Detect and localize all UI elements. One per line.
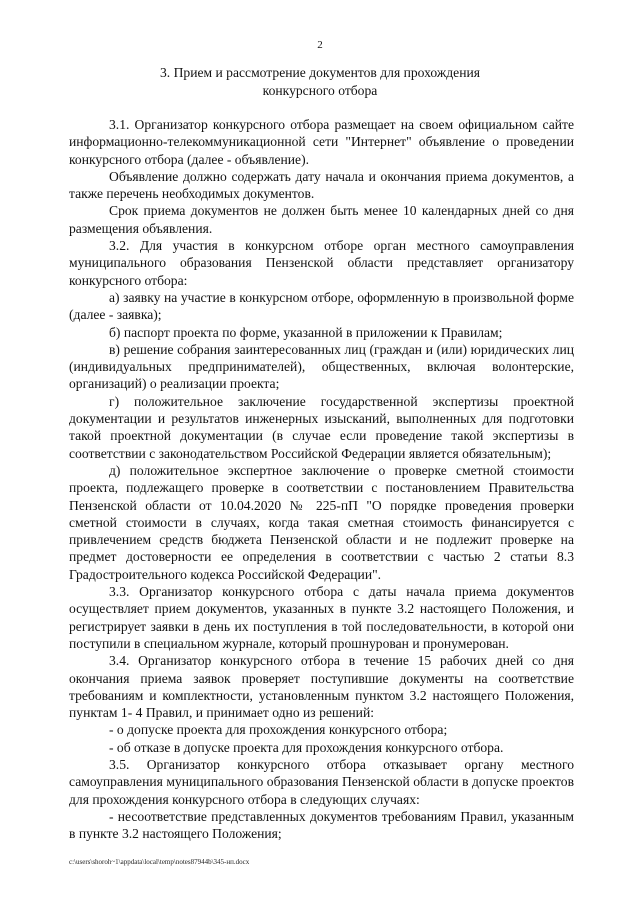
refusal-reason-1: - несоответствие представленных документов требованиям Правил, указанным в пункте 3.2 настоящего Положения;: [69, 808, 574, 842]
list-item-g: г) положительное заключение государственной экспертизы проектной документации и результатов инженерных изысканий, выполненных для подготовки такой проектной документации (в случае если проведение такой экспертизы в соответствии с законодательством Российской Федерации является обязательным);: [69, 393, 574, 461]
paragraph-acceptance-period: Срок приема документов не должен быть менее 10 календарных дней со дня размещения объявления.: [69, 203, 574, 236]
decision-refuse: - об отказе в допуске проекта для прохождения конкурсного отбора.: [109, 739, 504, 755]
paragraph-announcement-content: Объявление должно содержать дату начала и окончания приема документов, а также перечень необходимых документов.: [69, 168, 574, 202]
paragraph-3-1: 3.1. Организатор конкурсного отбора размещает на своем официальном сайте информационно-телекоммуникационной сети "Интернет" объявление о проведении конкурсного отбора (далее - объявление).: [69, 117, 574, 167]
decision-admit: - о допуске проекта для прохождения конкурсного отбора;: [109, 722, 448, 738]
paragraph-3-3: 3.3. Организатор конкурсного отбора с даты начала приема документов осуществляет прием документов, указанных в пункте 3.2 настоящего Положения, и регистрирует заявки в день их поступления в той последовательности, в которой они поступили в специальном журнале, который прошнурован и пронумерован.: [69, 584, 574, 651]
document-body: [69, 116, 574, 842]
section-title: [100, 64, 540, 100]
list-item-a: а) заявку на участие в конкурсном отборе, оформленную в произвольной форме (далее - заявка);: [69, 289, 574, 323]
paragraph-3-5: 3.5. Организатор конкурсного отбора отказывает органу местного самоуправления муниципального образования Пензенской области в допуске проектов для прохождения конкурсного отбора в следующих случаях:: [69, 756, 574, 807]
list-item-v: в) решение собрания заинтересованных лиц (граждан и (или) юридических лиц (индивидуальных предпринимателей), общественных, включая волонтерские, организаций) о реализации проекта;: [69, 341, 574, 392]
section-title-line-2: конкурсного отбора: [262, 83, 378, 98]
list-item-d: д) положительное экспертное заключение о проверке сметной стоимости проекта, подлежащего проверке в соответствии с постановлением Правительства Пензенской области от 10.04.2020 № 225-пП "О порядке проведения проверки сметной стоимости в случаях, когда такая сметная стоимость финансируется с привлечением средств бюджета Пензенской области и не подлежит проверке на предмет достоверности ее определения в соответствии с частью 2 статьи 8.3 Градостроительного кодекса Российской Федерации".: [69, 462, 574, 582]
list-item-b: б) паспорт проекта по форме, указанной в приложении к Правилам;: [109, 324, 503, 340]
page-number: 2: [317, 39, 323, 51]
paragraph-3-2: 3.2. Для участия в конкурсном отборе орган местного самоуправления муниципального образования Пензенской области представляет организатору конкурсного отбора:: [69, 238, 574, 288]
footer-file-path: c:\users\shoroh~1\appdata\local\temp\notes87944b\345-нп.docx: [69, 858, 250, 866]
section-title-line-1: 3. Прием и рассмотрение документов для прохождения: [159, 65, 481, 80]
paragraph-3-4: 3.4. Организатор конкурсного отбора в течение 15 рабочих дней со дня окончания приема заявок проверяет поступившие документы на соответствие требованиям и комплектности, установленным пунктом 3.2 настоящего Положения, пунктам 1- 4 Правил, и принимает одно из решений:: [69, 653, 574, 721]
